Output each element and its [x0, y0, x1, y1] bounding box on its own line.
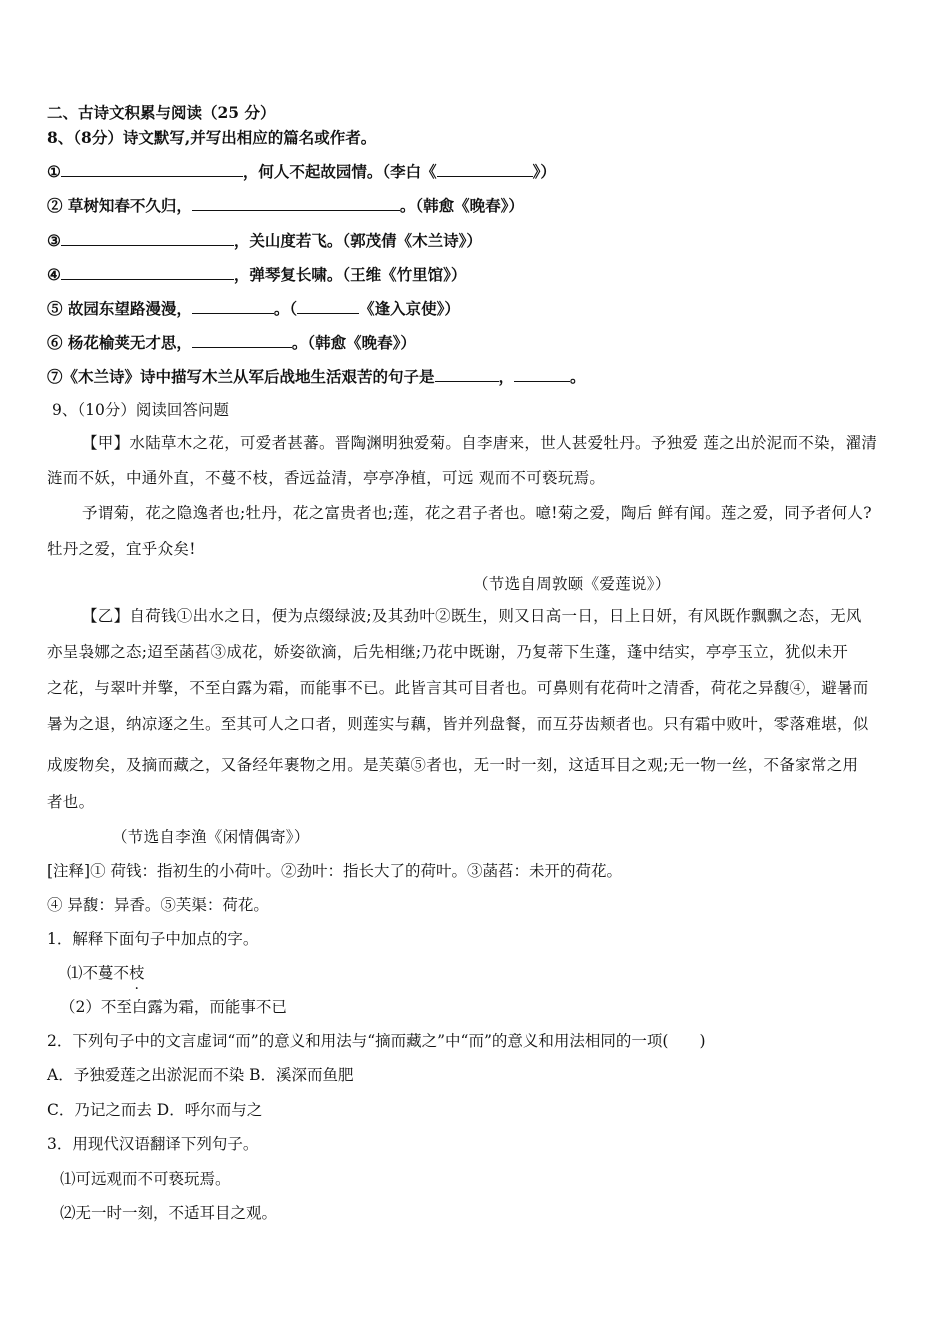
yi-line: 者也。	[47, 793, 95, 811]
q8-item-6-end: 。（韩愈《晚春》）	[291, 333, 416, 352]
yi-line: 成废物矣，及摘而藏之，又备经年裹物之用。是芙蕖⑤者也，无一时一刻，这适耳目之观;无一物一丝，不备家常之用	[47, 756, 859, 774]
q8-item-7-mid: ，	[498, 367, 515, 386]
answer-blank[interactable]	[61, 229, 234, 246]
q8-item-5-mid: 。（	[273, 299, 298, 318]
answer-blank[interactable]	[435, 365, 499, 382]
sub3-item-a: ⑴可远观而不可亵玩焉。	[60, 1170, 231, 1188]
q8-item-4-prefix: ④	[47, 265, 61, 284]
notes-line-2: ④ 异馥：异香。⑤芙渠：荷花。	[47, 896, 269, 914]
sub1-item-a-text: ⑴不蔓不	[67, 964, 130, 982]
sub2-options-cd: C．乃记之而去 D．呼尔而与之	[47, 1101, 263, 1119]
q8-item-2-end: 。（韩愈《晚春》）	[399, 196, 524, 215]
yi-line: 之花，与翠叶并擎，不至白露为霜，而能事不已。此皆言其可目者也。可鼻则有花荷叶之清香，荷花之异馥④，避暑而	[47, 679, 869, 697]
q8-item-3	[47, 229, 910, 252]
section-heading: 二、古诗文积累与阅读（25 分）	[47, 103, 276, 122]
answer-blank[interactable]	[297, 297, 359, 314]
q8-item-1	[47, 160, 910, 183]
q8-item-3-end: ，关山度若飞。（郭茂倩《木兰诗》）	[233, 231, 482, 250]
q9-title: 9、（10分）阅读回答问题	[52, 401, 229, 419]
jia-line: 涟而不妖，中通外直，不蔓不枝，香远益清，亭亭净植，可远 观而不可亵玩焉。	[47, 469, 606, 487]
q8-item-7	[47, 365, 910, 388]
q8-item-6	[47, 331, 910, 354]
q8-title: 8、（8分）诗文默写,并写出相应的篇名或作者。	[47, 128, 377, 147]
notes-line-1: [注释]① 荷钱：指初生的小荷叶。②劲叶：指长大了的荷叶。③菡萏：未开的荷花。	[47, 862, 623, 880]
answer-blank[interactable]	[61, 160, 243, 177]
sub1-title: 1．解释下面句子中加点的字。	[47, 930, 259, 948]
jia-line: 牡丹之爱，宜乎众矣!	[47, 540, 196, 558]
dotted-char: 枝	[129, 964, 145, 982]
sub2-options-ab: A．予独爱莲之出淤泥而不染 B．溪深而鱼肥	[47, 1066, 354, 1084]
sub1-item-b: （2）不至白露为霜，而能事不已	[60, 998, 287, 1016]
answer-blank[interactable]	[192, 297, 274, 314]
q8-item-5-prefix: ⑤ 故园东望路漫漫，	[47, 299, 192, 318]
q8-item-2	[47, 194, 910, 217]
q8-item-7-end: 。	[570, 367, 586, 386]
q8-item-3-prefix: ③	[47, 231, 61, 250]
q8-item-5-end: 《逢入京使》）	[359, 299, 460, 318]
q8-item-6-prefix: ⑥ 杨花榆荚无才思，	[47, 333, 192, 352]
answer-blank[interactable]	[514, 365, 570, 382]
q8-item-1-end: 》）	[532, 162, 556, 181]
sub1-item-a	[67, 962, 910, 984]
yi-line: 亦呈袅娜之态;迢至菡萏③成花，娇姿欲滴，后先相继;乃花中既谢，乃复蒂下生蓬，蓬中结实，亭亭玉立，犹似未开	[47, 643, 849, 661]
q8-item-4	[47, 263, 910, 286]
yi-line: 暑为之退，纳凉逐之生。至其可人之口者，则莲实与藕，皆并列盘餐，而互芬齿颊者也。只有霜中败叶，零落难堪，似	[47, 715, 869, 733]
answer-blank[interactable]	[437, 160, 533, 177]
q8-item-2-prefix: ② 草树知春不久归，	[47, 196, 192, 215]
jia-line: 予谓菊，花之隐逸者也;牡丹，花之富贵者也;莲，花之君子者也。噫!菊之爱，陶后 鲜有闻。莲之爱，同予者何人?	[82, 504, 872, 522]
sub3-item-b: ⑵无一时一刻，不适耳目之观。	[60, 1204, 278, 1222]
q8-item-4-end: ，弹琴复长啸。（王维《竹里馆》）	[233, 265, 467, 284]
sub3-title: 3．用现代汉语翻译下列句子。	[47, 1135, 259, 1153]
q8-item-1-prefix: ①	[47, 162, 61, 181]
jia-source: （节选自周敦颐《爱莲说》）	[473, 575, 671, 593]
q8-item-7-prefix: ⑦《木兰诗》诗中描写木兰从军后战地生活艰苦的句子是	[47, 367, 435, 386]
answer-blank[interactable]	[192, 331, 292, 348]
answer-blank[interactable]	[61, 263, 234, 280]
sub2-title: 2．下列句子中的文言虚词“而”的意义和用法与“摘而藏之”中“而”的意义和用法相同的一项( )	[47, 1032, 706, 1050]
jia-line: 【甲】水陆草木之花，可爱者甚蕃。晋陶渊明独爱菊。自李唐来，世人甚爱牡丹。予独爱 莲之出於泥而不染，濯清	[82, 434, 878, 452]
yi-source: （节选自李渔《闲情偶寄》）	[112, 828, 310, 846]
yi-line: 【乙】自荷钱①出水之日，便为点缀绿波;及其劲叶②既生，则又日高一日，日上日妍，有风既作飘飘之态，无风	[82, 607, 862, 625]
q8-item-1-mid: ，何人不起故园情。（李白《	[242, 162, 437, 181]
q8-item-5	[47, 297, 910, 320]
answer-blank[interactable]	[192, 194, 400, 211]
